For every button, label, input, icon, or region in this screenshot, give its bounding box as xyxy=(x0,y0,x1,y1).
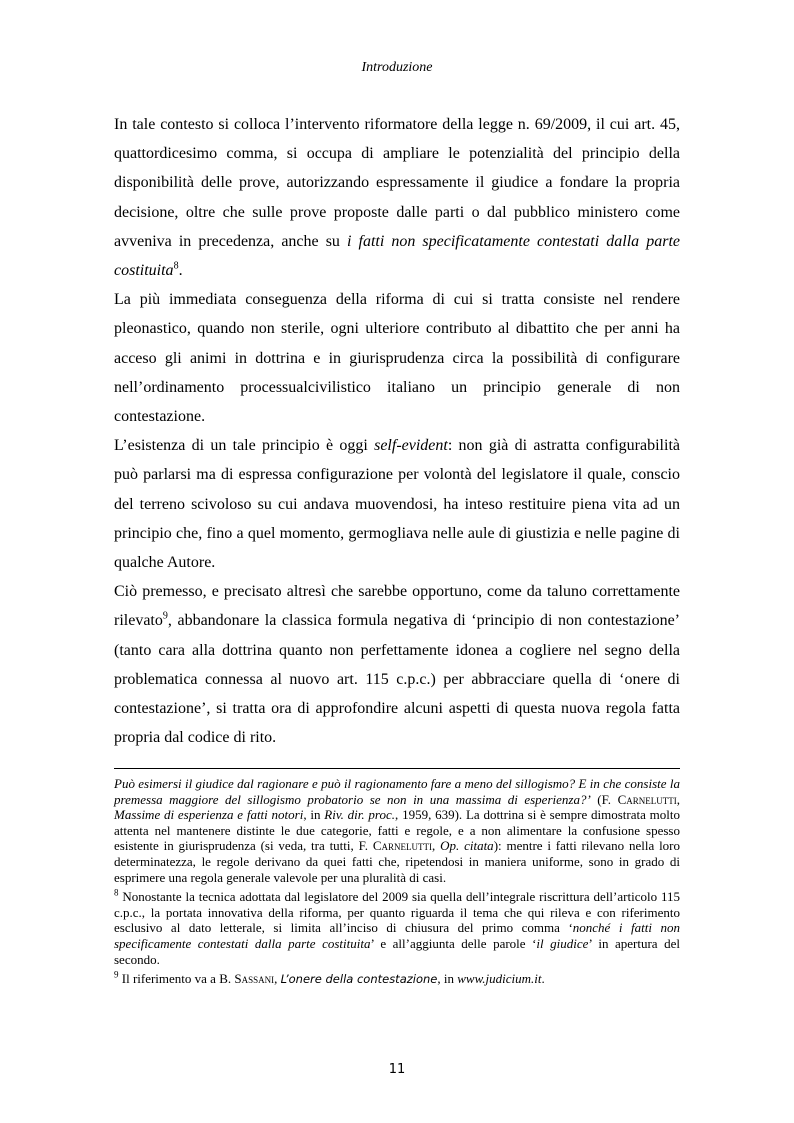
page-number: 11 xyxy=(388,1062,406,1077)
footnote-number: 9 xyxy=(114,969,119,980)
footnote-8: $^8$ Nonostante la tecnica adottata dal legislatore del 2009 sia quella dell’integrale riscrittura dell’articolo 115 c.p.c., la portata innovativa della riforma, per quanto riguarda il tema che qui rileva e con riferimento esclusivo al dato letterale, si limita all’inciso di chiusura del primo comma ‘nonché i fatti non specificamente contestati dalla parte costituita’ e all’aggiunta delle parole ‘il giudice’ in apertura del secondo. xyxy=(114,887,680,967)
footnote-continuation: Può esimersi il giudice dal ragionare e può il ragionamento fare a meno del sillogismo? E in che consiste la premessa maggiore del sillogismo probatorio se non in una massima di esperienza?’ (F. Carnelutti, Massime di esperienza e fatti notori, in Riv. dir. proc., 1959, 639). La dottrina si è sempre dimostrata molto attenta nel mantenere distinte le due categorie, fatti e regole, e a non alimentare la confusione spesso esistente in giurisprudenza (si veda, tra tutti, F. Carnelutti, Op. citata): mentre i fatti rilevano nella loro determinatezza, le regole derivano da quei fatti che, ripetendosi in maniera uniforme, sono in grado di esprimere una regola generale valevole per una pluralità di casi. xyxy=(114,776,681,885)
footnote-ref-8[interactable]: 8 xyxy=(173,260,179,272)
website-link[interactable]: www.judicium.it xyxy=(457,971,542,987)
paragraph-4: Ciò premesso, e precisato altresì che sarebbe opportuno, come da taluno correttamente rilevato$^9$, abbandonare la classica formula negativa di ‘principio di non contestazione’ (tanto cara alla dottrina quanto non perfettamente idonea a cogliere nel segno della problematica connessa al nuovo art. 115 c.p.c.) per abbracciare quella di ‘onere di contestazione’, si tratta ora di approfondire alcuni aspetti di questa nuova regola fatta propria dal codice di rito. xyxy=(114,583,680,747)
footnote-number: 8 xyxy=(114,887,119,898)
running-header: Introduzione xyxy=(361,60,433,75)
main-text xyxy=(114,110,680,752)
paragraph-1: In tale contesto si colloca l’intervento riformatore della legge n. 69/2009, il cui art. 45, quattordicesimo comma, si occupa di ampliare le potenzialità del principio della disponibilità delle prove, autorizzando espressamente il giudice a fondare la propria decisione, oltre che sulle prove proposte dalle parti o dal pubblico ministero come avveniva in precedenza, anche su i fatti non specificatamente contestati dalla parte costituita$^8$. xyxy=(114,116,680,280)
footnote-9: $^9$ Il riferimento va a B. Sassani, L’onere della contestazione, in www.judicium.it. xyxy=(114,969,545,987)
paragraph-3: L’esistenza di un tale principio è oggi self-evident: non già di astratta configurabilità può parlarsi ma di espressa configurazione per volontà del legislatore il quale, conscio del terreno scivoloso su cui andava muovendosi, ha inteso restituire piena vita ad un principio che, fino a quel momento, germogliava nelle aule di giustizia e nelle pagine di qualche Autore. xyxy=(114,437,680,572)
footnote-ref-9[interactable]: 9 xyxy=(162,611,168,623)
footnote-separator xyxy=(114,768,680,769)
footnotes xyxy=(114,776,680,988)
paragraph-2: La più immediata conseguenza della riforma di cui si tratta consiste nel rendere pleonastico, quando non sterile, ogni ulteriore contributo al dibattito che per anni ha acceso gli animi in dottrina e in giurisprudenza circa la possibilità di configurare nell’ordinamento processualcivilistico italiano un principio generale di non contestazione. xyxy=(114,291,680,426)
